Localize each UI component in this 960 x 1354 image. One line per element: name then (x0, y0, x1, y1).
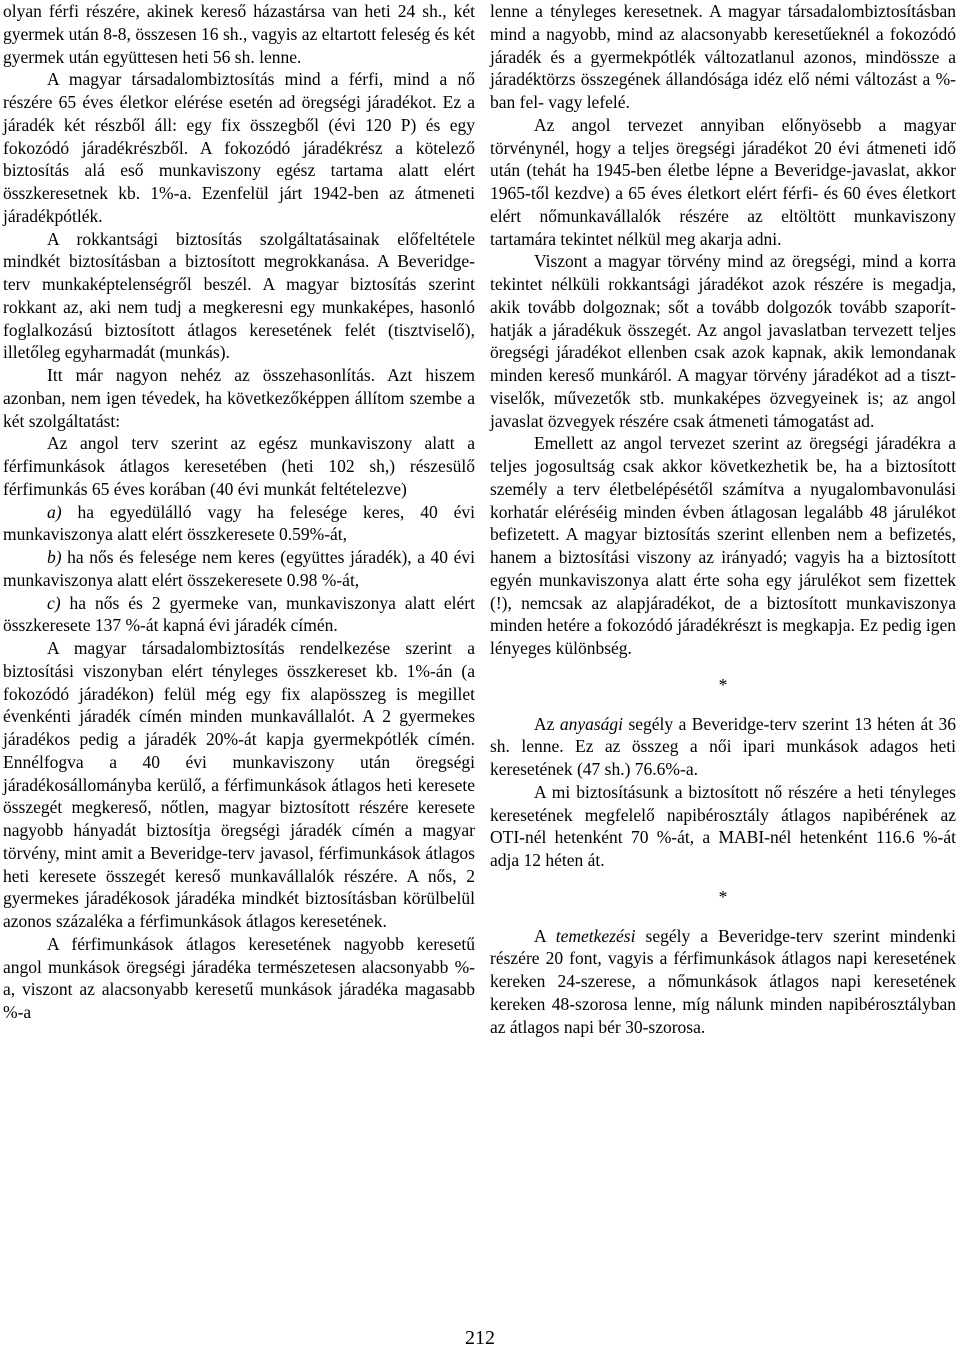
paragraph: Itt már nagyon nehéz az összehasonlítás. Azt hiszem azonban, nem igen tévedek, ha következőképpen állítom szembe a két szolgáltatást: (3, 365, 475, 431)
emphasized-term: anyasági (559, 713, 624, 734)
page-number: 212 (465, 1327, 495, 1349)
paragraph: A magyar társadalombiztosítás rendelkezése szerint a biztosítási viszonyban elért tényleges összkereset kb. 1%-án (a fokozódó járadékon) felül még egy fix alapösszeg is megillet évenkénti járadék címén minden munkavállalót. A 2 gyermekes járadékos pedig a járadék 20%-át kapja gyermekpótlék címén. Ennélfogva a 40 évi munkaviszony után öregségi járadékosállományba kerülő, a férfimunkások átlagos heti keresete összegét megkereső, nőtlen, magyar biztosított részére keresete nagyobb hányadát biztosítja öregségi járadék címén a magyar törvény, mint amit a Beveridge-terv javasol, férfimunkások átlagos heti keresete összegét kereső munkavállalók részére. A nős, 2 gyermekes járadékosok járadéka mindkét biztosításban körülbelül azonos százaléka a férfimunkások átlagos keresetének. (3, 638, 475, 931)
paragraph-continued: olyan férfi részére, akinek kereső házastársa van heti 24 sh., két gyermek után 8-8, összesen 16 sh., vagyis az eltartott feleség és két gyermek után együttesen heti 56 sh. lenne. (3, 1, 475, 67)
paragraph-text-rest: segély a Beveridge-terv szerint 13 héten át 36 sh. lenne. Ez az összeg a női ipari munkások adagos heti keresetének (47 sh.) 76.6%-a. (490, 713, 956, 779)
right-column (490, 0, 956, 1038)
list-item-label: b) (47, 547, 62, 567)
left-column (3, 0, 475, 1024)
list-item (3, 546, 475, 592)
paragraph: Az angol tervezet annyiban előnyösebb a magyar törvénynél, hogy a teljes öregségi járadékot 20 évi átmeneti idő után (tehát ha 1945-ben életbe lépne a Beveridge-javaslat, akkor 1965-től kezdve) a 65 éves életkort elért férfi- és 60 éves életkort elért nőmunkavállalók részére az eltöltött munkaviszony tartamára tekintet nélkül meg akarja adni. (490, 114, 956, 249)
paragraph: Emellett az angol tervezet szerint az öregségi járadékra a teljes jogosultság csak akkor következhetik be, ha a biztosított személy a terv életbelépésétől számítva a nyugalombavonulási korhatár eléréséig minden évben átlagosan legalább 48 járulékot befizetett. A magyar biztosítás szerint ellenben nem a befizetés, hanem a biztosítási viszony az irányadó; vagyis ha a biztosított egyén munkaviszonya alatt érte soha egy járulékot sem fizettek (!), nemcsak az alapjáradékot, de a biztosított munkaviszonya minden hetére a fokozódó járadékrészt is megkapja. Ez pedig igen lényeges különbség. (490, 433, 956, 658)
paragraph: A mi biztosításunk a biztosított nő részére a heti tényleges keresetének megfelelő napibérosztály átlagos napibérének az OTI-nél hetenként 70 %-át, a MABI-nél hetenként 116.6 %-át adja 12 héten át. (490, 781, 956, 870)
paragraph: A férfimunkások átlagos keresetének nagyobb keresetű angol munkások öregségi járadéka természetesen alacsonyabb %-a, viszont az alacsonyabb keresetű munkások járadéka magasabb %-a (3, 933, 475, 1022)
paragraph: A rokkantsági biztosítás szolgáltatásainak előfeltétele mindkét biztosításban a biztosított megrokkanása. A Beveridge-terv munkaképtelenségről beszél. A magyar biztosítás szerint rokkant az, aki nem tudj a megkeresni egy munkaképes, hasonló foglalkozású biztosított átlagos keresetének felét (tisztviselő), illetőleg egyharmadát (munkás). (3, 228, 475, 363)
paragraph: Viszont a magyar törvény mind az öregségi, mind a korra tekintet nélküli rokkantsági járadékot azok részére is megadja, akik tovább dolgoznak; sőt a tovább dolgozók tovább szaporíthatják a járadékuk összegét. Az angol javaslatban tervezett teljes öregségi járadékot ellenben csak azok kapnak, akik lemondanak minden kereső munkáról. A magyar törvény járadékot ad a tisztviselők, művezetők stb. munkaképes özvegyeinek is; az angol javaslat özvegyek részére csak átmeneti támogatást ad. (490, 251, 956, 431)
list-item-text: ha nős és felesége nem keres (együttes járadék), a 40 évi munkaviszonya alatt elért összekeresete 0.98 %-át, (3, 547, 475, 590)
list-item (3, 501, 475, 547)
paragraph-text-start: A (534, 925, 556, 946)
paragraph: Az angol terv szerint az egész munkaviszony alatt a férfimunkások átlagos keresetében (heti 102 sh,) részesülő férfimunkás 65 éves korában (40 évi munkát feltételezve) (3, 433, 475, 499)
list-item-text: ha nős és 2 gyermeke van, munkaviszonya alatt elért összkeresete 137 %-át kapná évi járadék címén. (3, 592, 475, 636)
paragraph-continued: lenne a tényleges keresetnek. A magyar társadalombiztosításban mind a nagyobb, mind az alacsonyabb keresetűeknél a fokozódó járadék és a gyermekpótlék változatlanul azonos, mindössze a járadéktörzs összegének állandósága idéz elő némi változást a %-ban fel- vagy lefelé. (490, 1, 956, 112)
list-item (3, 592, 475, 638)
paragraph: A magyar társadalombiztosítás mind a férfi, mind a nő részére 65 éves életkor elérése esetén ad öregségi járadékot. Ez a járadék két részből áll: egy fix összegből (évi 120 P) és egy fokozódó járadékrészből. A fokozódó járadékrész a kötelező biztosítás alá eső munkaviszony egész tartama alatt elért összkeresetnek kb. 1%-a. Ezenfelül járt 1942-ben az átmeneti járadékpótlék. (3, 69, 475, 226)
section-separator: * (718, 674, 728, 695)
paragraph (490, 925, 956, 1039)
list-item-label: c) (47, 592, 61, 613)
list-item-text: ha egyedülálló vagy ha felesége keres, 40 évi munkaviszonya alatt elért összkeresete 0.59%-át, (3, 501, 475, 545)
list-item-label: a) (47, 501, 62, 522)
section-separator: * (718, 886, 728, 907)
paragraph-text-start: Az (534, 713, 560, 734)
paragraph (490, 713, 956, 781)
paragraph-text-rest: segély a Beveridge-terv szerint mindenki részére 20 font, vagyis a férfimunkások átlagos napi keresetének kereken 24-szerese, a nőmunkások átlagos napi keresetének kereken 48-szorosa lenne, míg nálunk minden napibérosztályban az átlagos napi bér 30-szorosa. (490, 925, 956, 1037)
emphasized-term: temetkezési (555, 925, 636, 946)
